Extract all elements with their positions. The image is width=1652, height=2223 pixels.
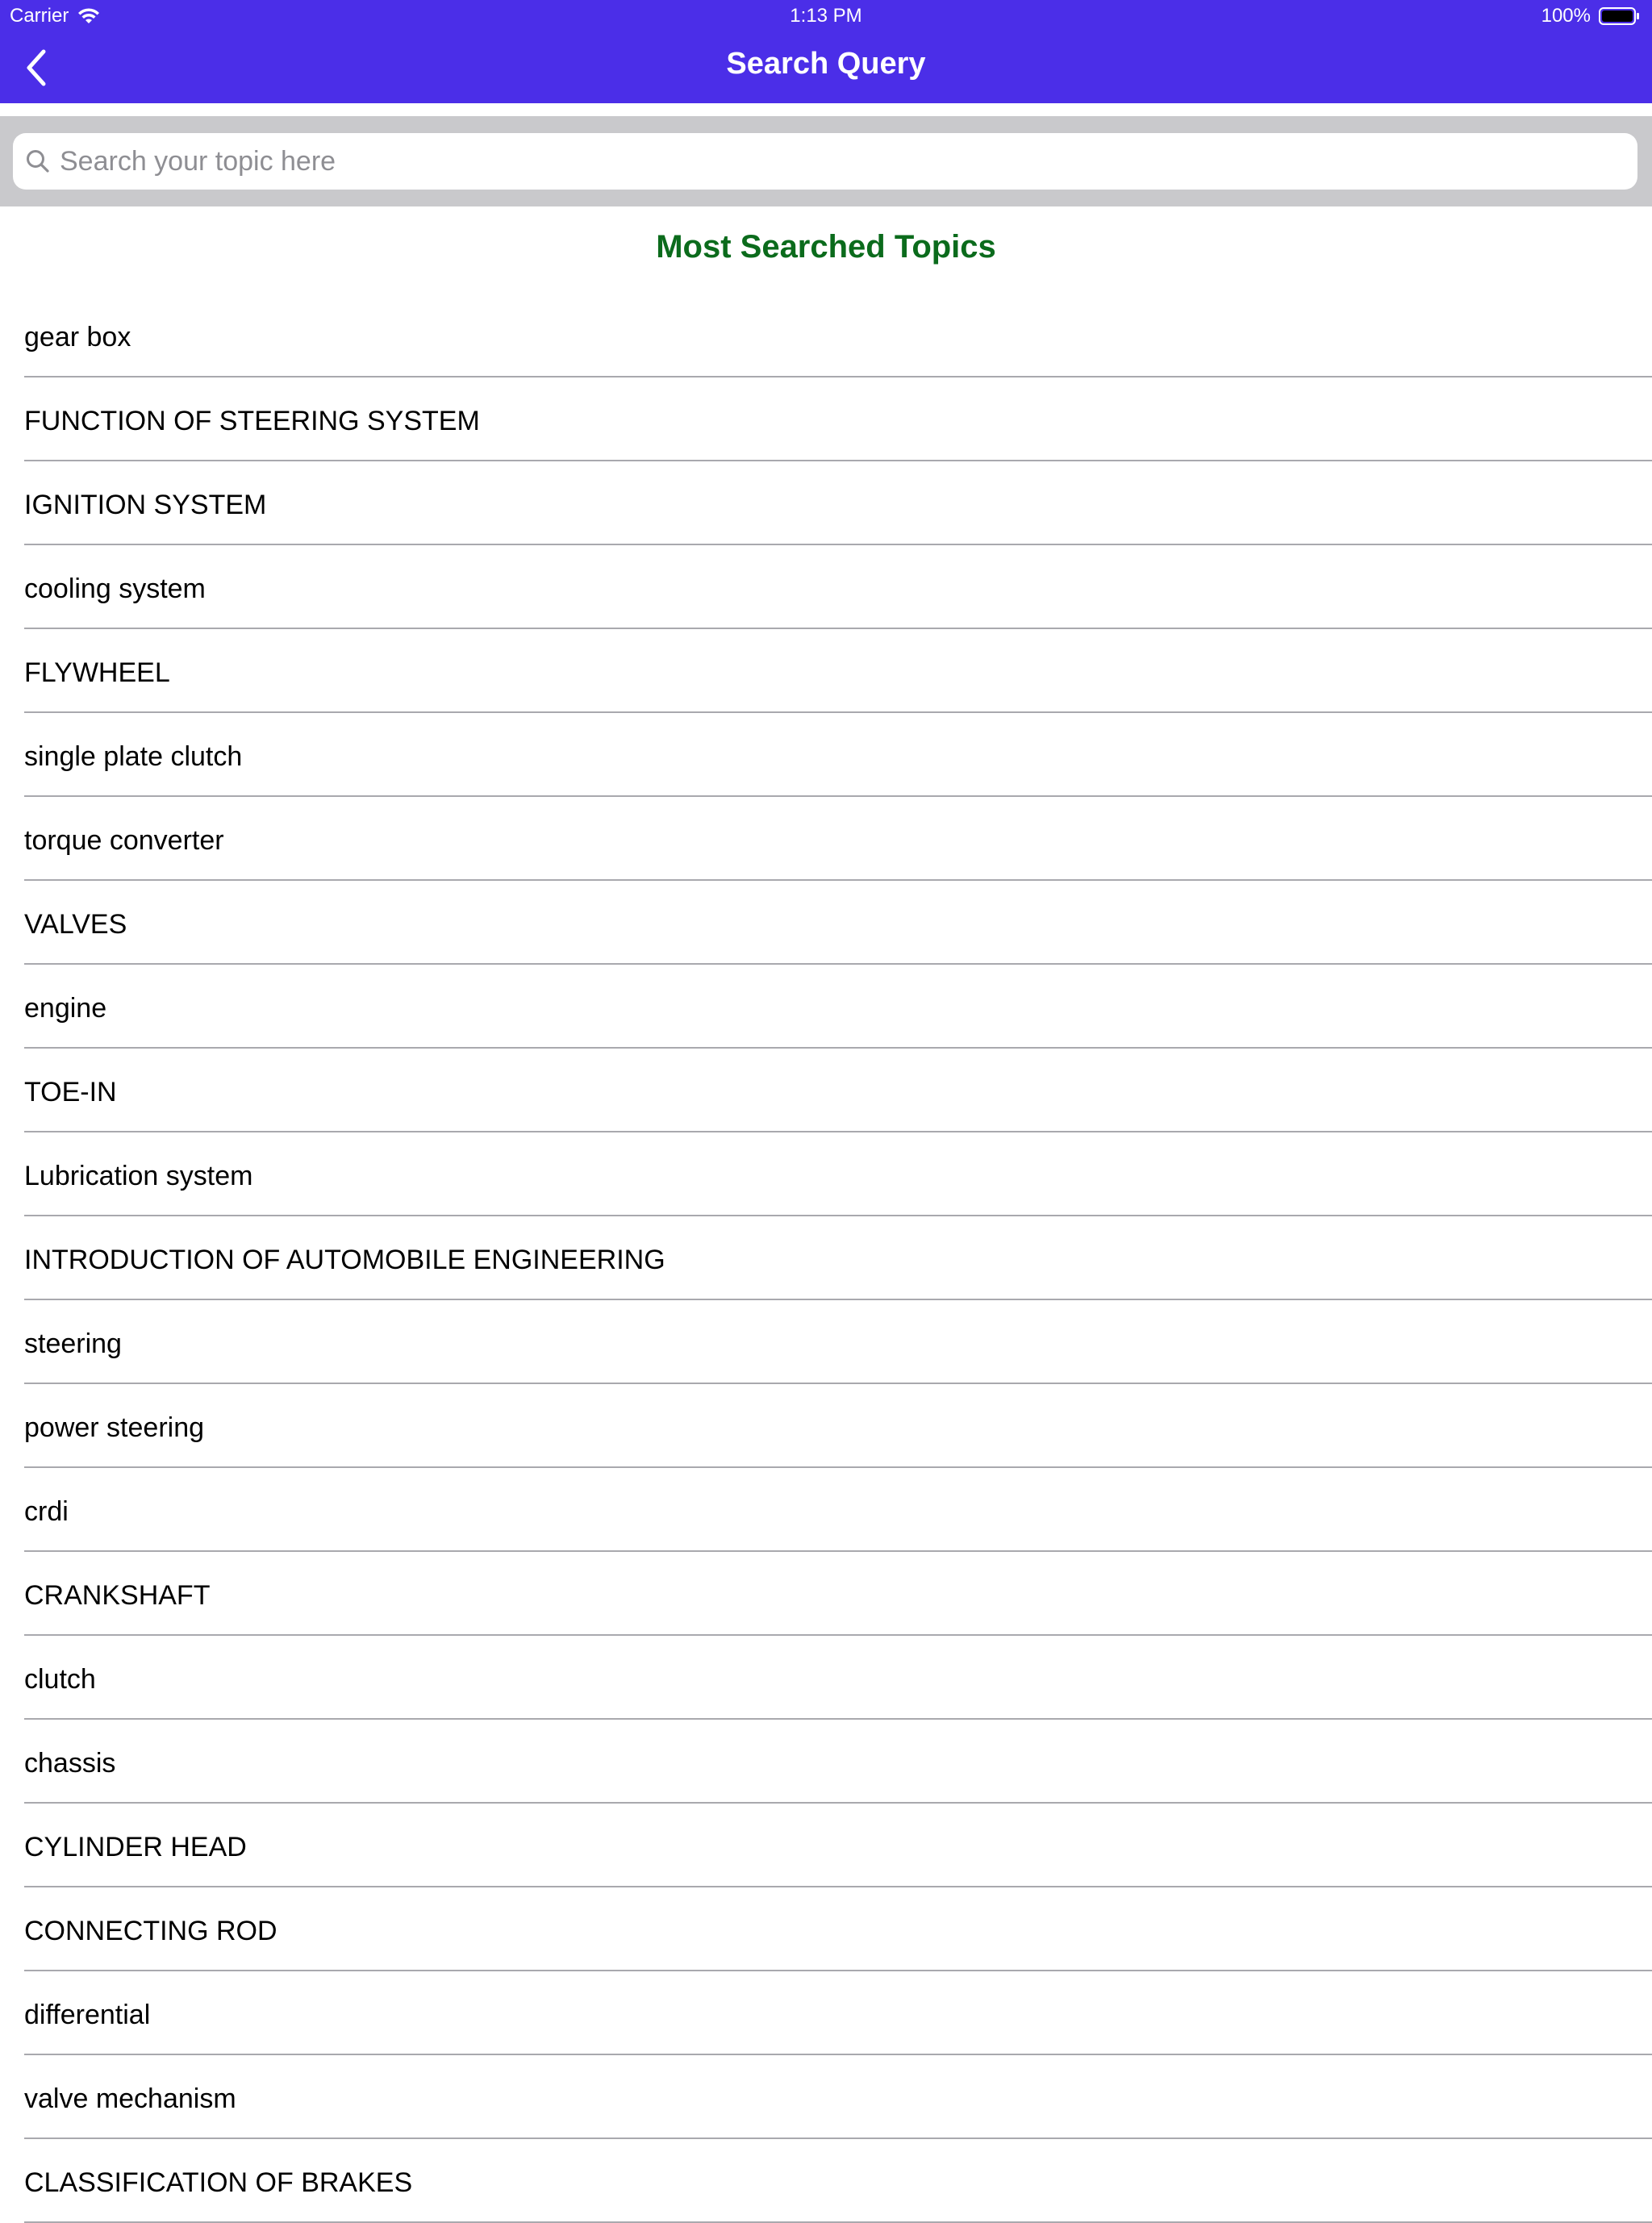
topic-label: valve mechanism — [24, 2083, 236, 2114]
topic-label: CONNECTING ROD — [24, 1916, 277, 1946]
list-item[interactable] — [0, 1636, 1652, 1720]
list-item[interactable] — [0, 1971, 1652, 2055]
topic-label: clutch — [24, 1664, 96, 1695]
list-item[interactable] — [0, 545, 1652, 629]
topic-list — [0, 294, 1652, 2223]
topic-label: FLYWHEEL — [24, 657, 170, 688]
topic-label: gear box — [24, 322, 131, 352]
list-item[interactable] — [0, 881, 1652, 965]
topic-label: engine — [24, 993, 107, 1024]
topic-label: CLASSIFICATION OF BRAKES — [24, 2167, 413, 2198]
list-item[interactable] — [0, 629, 1652, 713]
topic-label: crdi — [24, 1496, 69, 1527]
page-title: Search Query — [726, 47, 926, 81]
topic-label: torque converter — [24, 825, 224, 856]
topic-label: TOE-IN — [24, 1077, 117, 1107]
list-item[interactable] — [0, 1216, 1652, 1300]
list-item[interactable] — [0, 294, 1652, 377]
list-item[interactable] — [0, 965, 1652, 1049]
list-item[interactable] — [0, 1552, 1652, 1636]
topic-label: chassis — [24, 1748, 116, 1779]
list-item[interactable] — [0, 1468, 1652, 1552]
list-item[interactable] — [0, 1887, 1652, 1971]
list-item[interactable] — [0, 1300, 1652, 1384]
list-item[interactable] — [0, 461, 1652, 545]
search-box[interactable] — [13, 133, 1637, 190]
status-time: 1:13 PM — [790, 5, 862, 27]
topic-label: FUNCTION OF STEERING SYSTEM — [24, 406, 480, 436]
list-item[interactable] — [0, 1049, 1652, 1132]
navigation-header — [0, 0, 1652, 103]
topic-label: IGNITION SYSTEM — [24, 490, 267, 520]
list-item[interactable] — [0, 2055, 1652, 2139]
nav-bar — [0, 32, 1652, 103]
list-item[interactable] — [0, 1132, 1652, 1216]
list-item[interactable] — [0, 2139, 1652, 2223]
topic-label: INTRODUCTION OF AUTOMOBILE ENGINEERING — [24, 1245, 665, 1275]
list-item[interactable] — [0, 797, 1652, 881]
list-item[interactable] — [0, 377, 1652, 461]
topic-label: power steering — [24, 1412, 205, 1443]
search-bar-container — [0, 116, 1652, 206]
topic-label: single plate clutch — [24, 741, 243, 772]
list-item[interactable] — [0, 1720, 1652, 1804]
topic-label: Lubrication system — [24, 1161, 253, 1191]
search-icon — [24, 148, 52, 175]
carrier-label: Carrier — [10, 5, 69, 27]
topic-label: cooling system — [24, 573, 206, 604]
list-item[interactable] — [0, 1804, 1652, 1887]
list-item[interactable] — [0, 1384, 1652, 1468]
status-bar — [0, 0, 1652, 32]
search-input[interactable] — [60, 137, 1637, 186]
status-battery — [1541, 5, 1641, 27]
topic-label: steering — [24, 1328, 122, 1359]
battery-icon — [1599, 6, 1641, 26]
section-title: Most Searched Topics — [656, 229, 996, 265]
topic-label: CYLINDER HEAD — [24, 1832, 247, 1862]
topic-label: CRANKSHAFT — [24, 1580, 211, 1611]
topic-label: VALVES — [24, 909, 127, 940]
list-item[interactable] — [0, 713, 1652, 797]
battery-percentage: 100% — [1541, 5, 1591, 27]
topic-label: differential — [24, 2000, 151, 2030]
